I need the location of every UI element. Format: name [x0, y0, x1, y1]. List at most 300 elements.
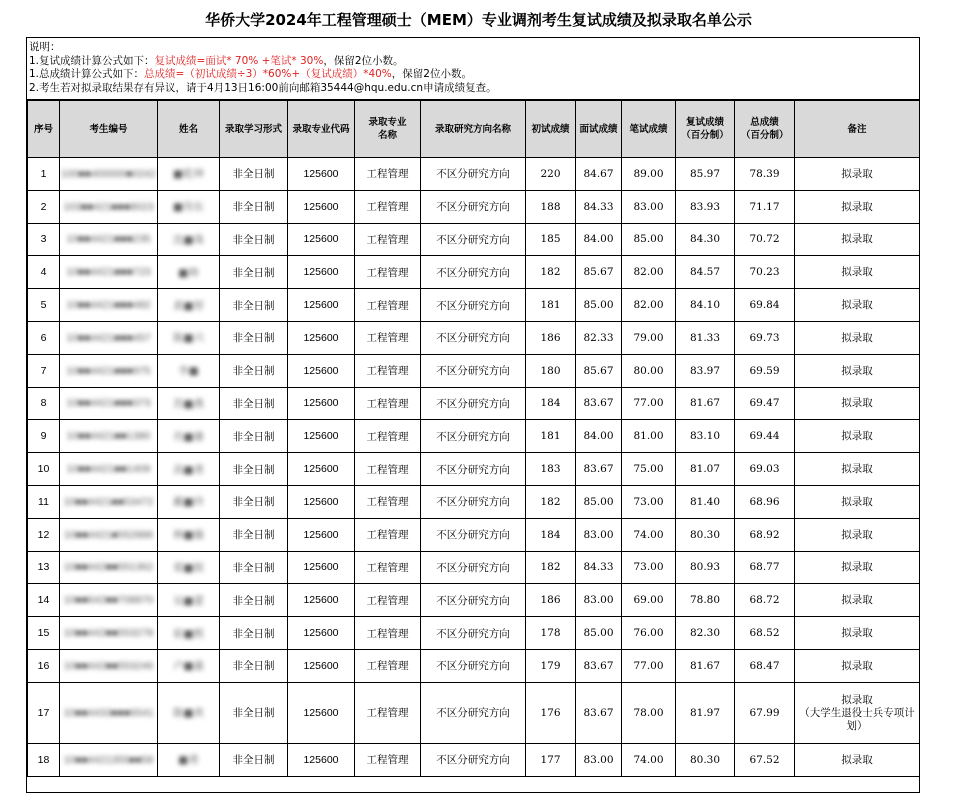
candidate-name-text: 陈■兴	[173, 332, 204, 345]
remark	[795, 387, 920, 420]
candidate-name-text: 高■勇	[173, 463, 204, 476]
candidate-id-text: 10■■4421■■■482	[66, 299, 151, 312]
total-score-text: 70.72	[749, 233, 780, 246]
initial-score-text: 179	[540, 659, 561, 672]
retest-score-text: 81.33	[689, 331, 721, 344]
candidate-name-text: ■伟东	[173, 201, 204, 214]
candidate-name	[158, 158, 220, 191]
total-score-text: 70.23	[749, 266, 780, 279]
col-header-mode: 录取学习形式	[220, 101, 288, 158]
col-header-remark: 备注	[795, 101, 920, 158]
interview-score	[576, 289, 622, 322]
major-code	[288, 617, 355, 650]
candidate-id	[60, 453, 158, 486]
retest-score-text: 84.57	[689, 266, 721, 279]
interview-score-text: 84.00	[583, 430, 614, 443]
total-score	[735, 584, 795, 617]
candidate-id-text: 10■■642■■708870	[63, 594, 154, 607]
total-score-text: 67.99	[749, 706, 780, 719]
row-no	[28, 256, 60, 289]
remark-text: 拟录取	[841, 528, 873, 541]
candidate-id-text: 103■■421■■■8023	[63, 200, 154, 213]
table-row	[28, 485, 920, 518]
major-name-text: 工程管理	[366, 660, 409, 673]
candidate-id	[60, 584, 158, 617]
table-row	[28, 387, 920, 420]
score-sheet	[26, 37, 920, 793]
written-score-text: 78.00	[633, 706, 664, 719]
written-score	[622, 354, 676, 387]
major-code	[288, 649, 355, 682]
written-score	[622, 485, 676, 518]
major-name-text: 工程管理	[366, 332, 409, 345]
table-row	[28, 518, 920, 551]
remark-text: 拟录取	[841, 594, 873, 607]
table-row	[28, 289, 920, 322]
written-score	[622, 387, 676, 420]
total-score-text: 78.39	[749, 167, 780, 180]
interview-score	[576, 649, 622, 682]
remark	[795, 485, 920, 518]
study-mode-text: 非全日制	[232, 168, 275, 181]
total-score	[735, 321, 795, 354]
retest-score-text: 81.40	[689, 495, 721, 508]
candidate-name	[158, 223, 220, 256]
row-no-text: 10	[37, 463, 50, 476]
row-no	[28, 584, 60, 617]
interview-score	[576, 256, 622, 289]
candidate-name	[158, 682, 220, 743]
retest-score-text: 81.07	[689, 463, 721, 476]
total-score-text: 71.17	[749, 200, 780, 213]
candidate-id	[60, 289, 158, 322]
study-mode	[220, 190, 288, 223]
written-score-text: 85.00	[633, 233, 664, 246]
remark-text: 拟录取	[841, 753, 873, 766]
interview-score	[576, 617, 622, 650]
major-name-text: 工程管理	[366, 496, 409, 509]
row-no	[28, 617, 60, 650]
row-no-text: 14	[37, 594, 50, 607]
total-score-text: 69.44	[749, 430, 780, 443]
major-name	[355, 617, 421, 650]
col-header-name: 姓名	[158, 101, 220, 158]
candidate-name	[158, 485, 220, 518]
study-mode-text: 非全日制	[232, 430, 275, 443]
remark	[795, 584, 920, 617]
interview-score	[576, 518, 622, 551]
page-title: 华侨大学2024年工程管理硕士（MEM）专业调剂考生复试成绩及拟录取名单公示	[205, 11, 752, 29]
major-code	[288, 223, 355, 256]
research-direction	[421, 158, 526, 191]
major-name	[355, 256, 421, 289]
candidate-id	[60, 387, 158, 420]
retest-score	[676, 158, 735, 191]
total-score-text: 68.47	[749, 659, 780, 672]
interview-score	[576, 223, 622, 256]
written-score-text: 83.00	[633, 200, 664, 213]
interview-score-text: 84.67	[583, 167, 614, 180]
initial-score-text: 185	[540, 233, 561, 246]
study-mode-text: 非全日制	[232, 299, 275, 312]
study-mode-text: 非全日制	[232, 201, 275, 214]
remark	[795, 617, 920, 650]
research-direction-text: 不区分研究方向	[436, 201, 510, 214]
interview-score-text: 83.00	[583, 594, 614, 607]
research-direction	[421, 289, 526, 322]
written-score-text: 75.00	[633, 463, 664, 476]
notes-line-2-prefix: 1.总成绩计算公式如下：	[29, 68, 145, 80]
written-score	[622, 420, 676, 453]
initial-score	[526, 485, 576, 518]
remark-text: 拟录取	[841, 659, 873, 672]
research-direction	[421, 321, 526, 354]
table-row	[28, 617, 920, 650]
candidate-name	[158, 551, 220, 584]
retest-score	[676, 387, 735, 420]
research-direction	[421, 420, 526, 453]
retest-score	[676, 485, 735, 518]
candidate-id	[60, 743, 158, 776]
initial-score-text: 178	[540, 627, 561, 640]
table-row	[28, 584, 920, 617]
interview-score	[576, 743, 622, 776]
retest-score	[676, 190, 735, 223]
major-name-text: 工程管理	[366, 627, 409, 640]
initial-score	[526, 158, 576, 191]
candidate-name	[158, 453, 220, 486]
total-score-text: 69.84	[749, 299, 780, 312]
study-mode-text: 非全日制	[232, 233, 275, 246]
candidate-id	[60, 551, 158, 584]
total-score	[735, 551, 795, 584]
table-row	[28, 158, 920, 191]
retest-score	[676, 289, 735, 322]
interview-score-text: 82.33	[583, 331, 614, 344]
row-no-text: 8	[40, 397, 47, 410]
candidate-id	[60, 223, 158, 256]
candidate-name	[158, 743, 220, 776]
research-direction-text: 不区分研究方向	[436, 233, 510, 246]
study-mode	[220, 158, 288, 191]
total-score-text: 68.96	[749, 495, 780, 508]
major-code-text: 125600	[303, 167, 339, 180]
remark	[795, 354, 920, 387]
row-no	[28, 223, 60, 256]
total-score	[735, 289, 795, 322]
candidate-name-text: 崔■熙	[173, 627, 204, 640]
total-score-text: 69.03	[749, 463, 780, 476]
total-score-text: 68.72	[749, 594, 780, 607]
interview-score-text: 83.67	[583, 397, 614, 410]
candidate-id-text: 10■■4421■■■457	[66, 331, 151, 344]
major-name-text: 工程管理	[366, 561, 409, 574]
written-score-text: 89.00	[633, 167, 664, 180]
initial-score-text: 186	[540, 594, 561, 607]
candidate-name	[158, 617, 220, 650]
remark-text: 拟录取	[841, 299, 873, 312]
remark	[795, 551, 920, 584]
notes-line-2-suffix: ，保留2位小数。	[391, 68, 472, 80]
remark-text: 拟录取	[841, 693, 873, 706]
initial-score-text: 184	[540, 397, 561, 410]
major-code	[288, 256, 355, 289]
major-code-text: 125600	[303, 627, 339, 640]
col-header-written: 笔试成绩	[622, 101, 676, 158]
written-score	[622, 321, 676, 354]
interview-score-text: 84.33	[583, 561, 614, 574]
remark-text: 拟录取	[841, 430, 873, 443]
admission-table	[27, 100, 920, 777]
research-direction	[421, 617, 526, 650]
retest-score-text: 84.30	[689, 233, 721, 246]
candidate-id	[60, 158, 158, 191]
row-no	[28, 321, 60, 354]
major-code-text: 125600	[303, 528, 339, 541]
col-header-direction: 录取研究方向名称	[421, 101, 526, 158]
study-mode	[220, 485, 288, 518]
row-no	[28, 190, 60, 223]
col-header-no: 序号	[28, 101, 60, 158]
candidate-name-text: 卢■惠	[173, 660, 204, 673]
written-score-text: 74.00	[633, 753, 664, 766]
written-score	[622, 289, 676, 322]
total-score	[735, 743, 795, 776]
initial-score	[526, 289, 576, 322]
major-name-text: 工程管理	[366, 430, 409, 443]
remark-text: 拟录取	[841, 627, 873, 640]
row-no-text: 2	[40, 200, 47, 213]
retest-score-text: 83.10	[689, 430, 721, 443]
initial-score-text: 177	[540, 753, 561, 766]
col-header-initial: 初试成绩	[526, 101, 576, 158]
row-no-text: 7	[40, 364, 47, 377]
col-header-retest: 复试成绩（百分制）	[676, 101, 735, 158]
major-name	[355, 743, 421, 776]
major-code-text: 125600	[303, 331, 339, 344]
row-no-text: 1	[40, 167, 47, 180]
initial-score	[526, 453, 576, 486]
col-header-major: 录取专业名称	[355, 101, 421, 158]
study-mode	[220, 743, 288, 776]
candidate-id-text: 10■■4421■552888	[63, 528, 154, 541]
total-score	[735, 190, 795, 223]
initial-score-text: 182	[540, 495, 561, 508]
initial-score	[526, 420, 576, 453]
study-mode-text: 非全日制	[232, 266, 275, 279]
major-code-text: 125600	[303, 364, 339, 377]
total-score	[735, 485, 795, 518]
major-name-text: 工程管理	[366, 266, 409, 279]
candidate-id	[60, 256, 158, 289]
remark	[795, 420, 920, 453]
study-mode	[220, 420, 288, 453]
written-score	[622, 649, 676, 682]
notes-line-1	[29, 55, 919, 69]
remark-text: 拟录取	[841, 331, 873, 344]
interview-score	[576, 584, 622, 617]
research-direction-text: 不区分研究方向	[436, 627, 510, 640]
candidate-name	[158, 256, 220, 289]
retest-score	[676, 682, 735, 743]
total-score-text: 69.73	[749, 331, 780, 344]
interview-score	[576, 321, 622, 354]
total-score-text: 69.47	[749, 397, 780, 410]
written-score-text: 77.00	[633, 397, 664, 410]
study-mode-text: 非全日制	[232, 561, 275, 574]
remark	[795, 453, 920, 486]
interview-score-text: 83.00	[583, 753, 614, 766]
candidate-name-text: 林■璇	[173, 529, 204, 542]
row-no-text: 16	[37, 659, 50, 672]
major-code	[288, 354, 355, 387]
row-no-text: 6	[40, 331, 47, 344]
retest-score-text: 80.93	[689, 561, 721, 574]
initial-score	[526, 584, 576, 617]
interview-score	[576, 551, 622, 584]
candidate-id	[60, 682, 158, 743]
retest-score	[676, 453, 735, 486]
major-name	[355, 190, 421, 223]
research-direction-text: 不区分研究方向	[436, 430, 510, 443]
candidate-name-text: 郑■娱	[173, 561, 204, 574]
total-score	[735, 420, 795, 453]
remark-text: 拟录取	[841, 495, 873, 508]
major-code-text: 125600	[303, 200, 339, 213]
research-direction-text: 不区分研究方向	[436, 496, 510, 509]
row-no-text: 17	[37, 706, 50, 719]
research-direction	[421, 223, 526, 256]
interview-score	[576, 453, 622, 486]
remark	[795, 158, 920, 191]
notes-heading: 说明：	[29, 41, 61, 53]
study-mode	[220, 584, 288, 617]
row-no-text: 9	[40, 430, 47, 443]
remark-note: （大学生退役士兵专项计划）	[799, 706, 915, 732]
written-score-text: 76.00	[633, 627, 664, 640]
major-code	[288, 158, 355, 191]
total-score	[735, 682, 795, 743]
written-score	[622, 682, 676, 743]
major-code	[288, 584, 355, 617]
remark	[795, 289, 920, 322]
study-mode	[220, 354, 288, 387]
candidate-id	[60, 420, 158, 453]
candidate-name-text: 吴■蕾	[173, 594, 204, 607]
retest-score	[676, 354, 735, 387]
study-mode	[220, 256, 288, 289]
row-no-text: 12	[37, 528, 50, 541]
row-no-text: 3	[40, 233, 47, 246]
total-score	[735, 354, 795, 387]
initial-score	[526, 743, 576, 776]
total-formula: 总成绩=（初试成绩÷3）*60%+（复试成绩）*40%	[144, 68, 392, 80]
total-score	[735, 617, 795, 650]
major-code-text: 125600	[303, 463, 339, 476]
candidate-id-text: 10■■4433■■■6541	[63, 706, 154, 719]
notes-line-1-prefix: 1.复试成绩计算公式如下：	[29, 54, 155, 67]
remark-text: 拟录取	[841, 200, 873, 213]
major-code	[288, 485, 355, 518]
study-mode	[220, 223, 288, 256]
interview-score-text: 85.00	[583, 299, 614, 312]
study-mode-text: 非全日制	[232, 529, 275, 542]
initial-score-text: 186	[540, 331, 561, 344]
interview-score	[576, 682, 622, 743]
candidate-id-text: 10■■442■■553278	[63, 627, 154, 640]
written-score-text: 73.00	[633, 495, 664, 508]
retest-score	[676, 617, 735, 650]
major-name	[355, 158, 421, 191]
remark-text: 拟录取	[841, 364, 873, 377]
candidate-name	[158, 354, 220, 387]
major-code-text: 125600	[303, 397, 339, 410]
major-name-text: 工程管理	[366, 754, 409, 767]
major-code	[288, 289, 355, 322]
candidate-name-text: 苏■燕	[173, 397, 204, 410]
written-score-text: 73.00	[633, 561, 664, 574]
candidate-id-text: 10■■4421■■■373	[66, 397, 151, 410]
retest-score	[676, 584, 735, 617]
initial-score-text: 180	[540, 364, 561, 377]
study-mode-text: 非全日制	[232, 627, 275, 640]
major-name-text: 工程管理	[366, 463, 409, 476]
written-score	[622, 518, 676, 551]
major-name-text: 工程管理	[366, 594, 409, 607]
study-mode-text: 非全日制	[232, 463, 275, 476]
research-direction	[421, 682, 526, 743]
research-direction	[421, 256, 526, 289]
candidate-name	[158, 190, 220, 223]
col-header-total: 总成绩（百分制）	[735, 101, 795, 158]
row-no-text: 4	[40, 266, 47, 279]
major-name	[355, 518, 421, 551]
candidate-id	[60, 485, 158, 518]
initial-score	[526, 682, 576, 743]
major-name	[355, 682, 421, 743]
major-code	[288, 518, 355, 551]
candidate-name	[158, 420, 220, 453]
written-score-text: 82.00	[633, 299, 664, 312]
interview-score	[576, 158, 622, 191]
initial-score-text: 183	[540, 463, 561, 476]
major-name-text: 工程管理	[366, 201, 409, 214]
retest-score-text: 81.67	[689, 659, 721, 672]
candidate-name-text: 沈■珠	[173, 233, 204, 246]
row-no	[28, 551, 60, 584]
major-name	[355, 387, 421, 420]
remark	[795, 223, 920, 256]
research-direction-text: 不区分研究方向	[436, 707, 510, 720]
initial-score	[526, 354, 576, 387]
major-name	[355, 453, 421, 486]
interview-score	[576, 485, 622, 518]
row-no	[28, 289, 60, 322]
major-name	[355, 289, 421, 322]
total-score-text: 69.59	[749, 364, 780, 377]
row-no	[28, 158, 60, 191]
retest-score	[676, 649, 735, 682]
row-no	[28, 453, 60, 486]
initial-score-text: 188	[540, 200, 561, 213]
candidate-id-text: 10■■4421■■■235	[66, 233, 151, 246]
candidate-id-text: 10■■442■■551362	[63, 561, 154, 574]
retest-score-text: 84.10	[689, 299, 721, 312]
major-name	[355, 420, 421, 453]
major-code-text: 125600	[303, 561, 339, 574]
initial-score-text: 176	[540, 706, 561, 719]
written-score-text: 79.00	[633, 331, 664, 344]
